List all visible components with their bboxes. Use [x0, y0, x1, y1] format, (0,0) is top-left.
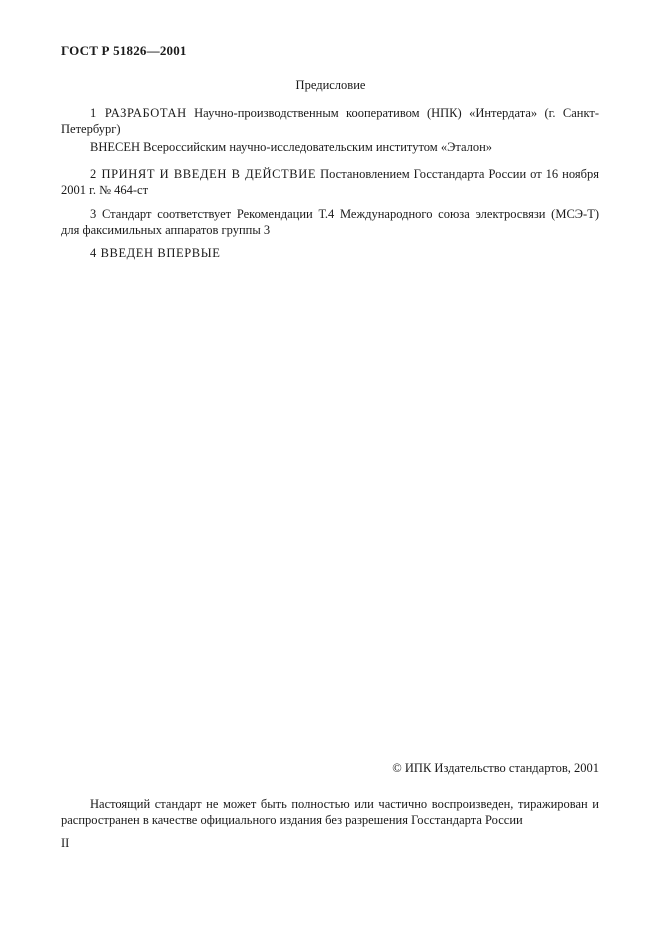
preface-item-3-lead: 3: [90, 207, 97, 221]
page-number: II: [61, 836, 70, 850]
standard-code: ГОСТ Р 51826—2001: [61, 43, 187, 58]
preface-item-1: [61, 105, 599, 137]
preface-item-1-text: Научно-производственным кооперативом (НПК) «Интердата» (г. Санкт-Петербург): [61, 106, 600, 136]
preface-item-submitted-lead: ВНЕСЕН: [90, 140, 140, 154]
preface-item-3: [61, 206, 599, 238]
preface-item-2-text: Постановлением Госстандарта России от 16 ноября 2001 г. № 464-ст: [61, 167, 599, 197]
preface-item-3-text: Стандарт соответствует Рекомендации Т.4 Международного союза электросвязи (МСЭ-Т) для факсимильных аппаратов группы 3: [61, 207, 599, 237]
copyright-notice: © ИПК Издательство стандартов, 2001: [392, 761, 599, 775]
reproduction-notice: [61, 796, 599, 828]
preface-title: Предисловие: [295, 78, 366, 92]
preface-item-2-lead: 2 ПРИНЯТ И ВВЕДЕН В ДЕЙСТВИЕ: [90, 167, 317, 181]
preface-item-4: [61, 245, 599, 261]
preface-item-submitted: [61, 139, 599, 155]
reproduction-notice-text: Настоящий стандарт не может быть полностью или частично воспроизведен, тиражирован и распространен в качестве официального издания без разрешения Госстандарта России: [61, 797, 599, 827]
preface-item-submitted-text: Всероссийским научно-исследовательским институтом «Эталон»: [143, 140, 493, 154]
preface-item-2: [61, 166, 599, 198]
preface-item-4-lead: 4 ВВЕДЕН ВПЕРВЫЕ: [90, 246, 221, 260]
preface-item-1-lead: 1 РАЗРАБОТАН: [90, 106, 187, 120]
